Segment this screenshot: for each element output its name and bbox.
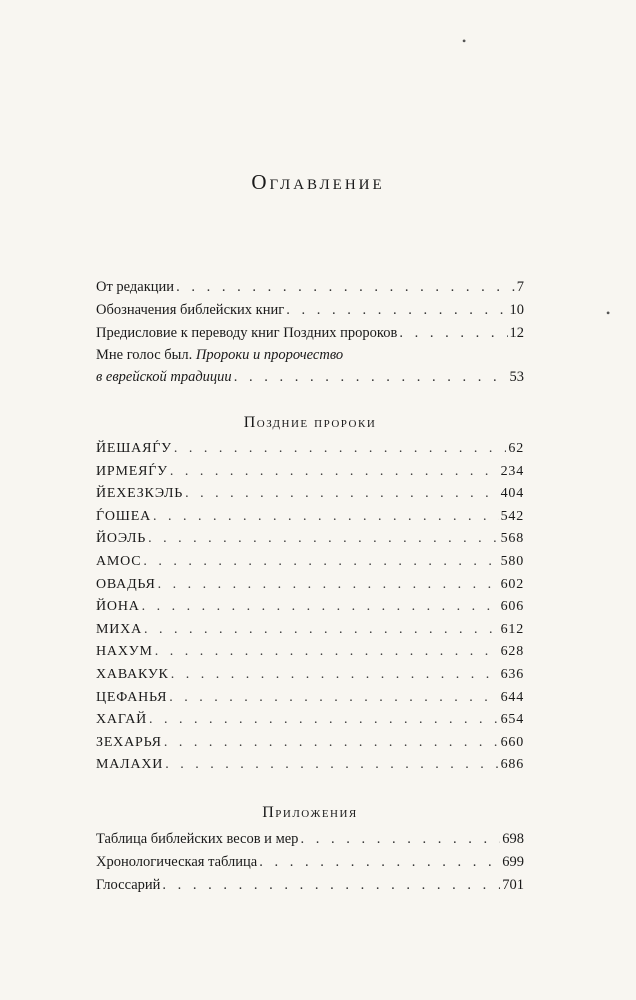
dot-leader <box>155 641 499 664</box>
dot-leader <box>149 709 499 732</box>
toc-entry-page: 12 <box>509 325 524 341</box>
toc-entry-page: 698 <box>502 831 524 847</box>
toc-entry-label: ЗЕХАРЬЯ <box>96 734 162 750</box>
toc-entry[interactable] <box>96 551 524 574</box>
toc-entry[interactable] <box>96 619 524 642</box>
toc-entry[interactable] <box>96 828 524 851</box>
toc-entry-page: 699 <box>502 854 524 870</box>
toc-entry-label: ЦЕФАНЬЯ <box>96 689 168 705</box>
dot-leader <box>142 596 499 619</box>
essay-title-line2 <box>96 366 524 389</box>
toc-entry-page: 644 <box>500 689 524 705</box>
dot-leader <box>169 687 498 710</box>
toc-entry-label: ЃОШЕА <box>96 508 151 524</box>
toc-entry-label: ЙОНА <box>96 599 140 615</box>
essay-title-line1 <box>96 345 524 366</box>
dot-leader <box>171 664 499 687</box>
essay-title-italic: Пророки и пророчество <box>195 347 344 363</box>
toc-entry-label: АМОС <box>96 553 142 569</box>
toc-entry-page: 7 <box>516 279 524 295</box>
toc-entry-label: МАЛАХИ <box>96 757 164 773</box>
prophets-list <box>96 438 524 777</box>
toc-entry-label: Хронологическая таблица <box>96 854 258 870</box>
toc-entry[interactable] <box>96 438 524 461</box>
toc-entry-label: ОВАДЬЯ <box>96 576 156 592</box>
toc-entry-page: 628 <box>500 644 524 660</box>
toc-entry-page: 404 <box>500 486 524 502</box>
toc-entry[interactable] <box>96 461 524 484</box>
toc-entry[interactable] <box>96 322 524 345</box>
page-title: Оглавление <box>251 170 385 194</box>
toc-entry-label: Таблица библейских весов и мер <box>96 831 299 847</box>
toc-entry-page: 602 <box>500 576 524 592</box>
toc-entry-page: 234 <box>500 463 524 479</box>
toc-entry-page: 568 <box>500 531 524 547</box>
toc-entry-label: От редакции <box>96 279 175 295</box>
toc-entry-page: 10 <box>509 302 524 318</box>
toc-entry[interactable] <box>96 483 524 506</box>
toc-entry[interactable] <box>96 574 524 597</box>
essay-title-plain: Мне голос был. <box>96 347 193 363</box>
toc-entry-page: 686 <box>500 757 524 773</box>
toc-entry-label: ХАВАКУК <box>96 666 169 682</box>
toc-entry[interactable] <box>96 664 524 687</box>
toc-entry-page: 636 <box>500 666 524 682</box>
dot-leader <box>170 461 499 484</box>
toc-entry[interactable] <box>96 687 524 710</box>
toc-entry[interactable] <box>96 299 524 322</box>
dot-leader <box>234 366 508 389</box>
toc-entry-label: Предисловие к переводу книг Поздних пророков <box>96 325 398 341</box>
page-speck: • <box>606 306 611 320</box>
toc-entry[interactable] <box>96 732 524 755</box>
toc-entry-page: 654 <box>500 712 524 728</box>
toc-entry-page: 53 <box>509 369 524 385</box>
appendix-list <box>96 828 524 897</box>
dot-leader <box>176 276 515 299</box>
toc-entry[interactable] <box>96 276 524 299</box>
dot-leader <box>153 506 499 529</box>
dot-leader <box>259 851 500 874</box>
dot-leader <box>158 574 499 597</box>
dot-leader <box>174 438 507 461</box>
toc-entry-page: 542 <box>500 508 524 524</box>
toc-entry-page: 612 <box>500 621 524 637</box>
toc-entry-label: ИРМЕЯЃУ <box>96 463 168 479</box>
dot-leader <box>185 483 498 506</box>
dot-leader <box>143 551 498 574</box>
toc-entry[interactable] <box>96 528 524 551</box>
page-speck: • <box>462 34 467 48</box>
toc-entry-page: 701 <box>502 877 524 893</box>
front-matter-list <box>96 276 524 389</box>
section-heading: Приложения <box>262 804 358 821</box>
toc-entry-label: ЙЕШАЯЃУ <box>96 441 172 456</box>
toc-entry-label: НАХУМ <box>96 644 153 660</box>
dot-leader <box>165 754 498 777</box>
toc-entry-label: ХАГАЙ <box>96 712 148 728</box>
toc-entry-label: ЙЕХЕЗКЭЛЬ <box>96 486 184 502</box>
dot-leader <box>162 874 500 897</box>
toc-entry[interactable] <box>96 596 524 619</box>
toc-entry-label: ЙОЭЛЬ <box>96 531 147 547</box>
toc-entry[interactable] <box>96 506 524 529</box>
toc-entry[interactable] <box>96 641 524 664</box>
prophets-section <box>96 414 524 777</box>
toc-entry-essay[interactable] <box>96 345 524 389</box>
toc-entry[interactable] <box>96 874 524 897</box>
dot-leader <box>300 828 500 851</box>
dot-leader <box>148 528 498 551</box>
toc-entry-page: 62 <box>508 441 524 456</box>
toc-entry[interactable] <box>96 851 524 874</box>
toc-entry-label: Обозначения библейских книг <box>96 302 285 318</box>
toc-entry-page: 580 <box>500 553 524 569</box>
toc-entry-label: МИХА <box>96 621 142 637</box>
toc-entry-page: 660 <box>500 734 524 750</box>
dot-leader <box>399 322 507 345</box>
toc-entry-label: Глоссарий <box>96 877 161 893</box>
section-heading: Поздние пророки <box>243 414 377 431</box>
toc-entry-page: 606 <box>500 599 524 615</box>
toc-entry[interactable] <box>96 754 524 777</box>
dot-leader <box>286 299 507 322</box>
essay-title-line2-text: в еврейской традиции <box>96 369 232 385</box>
appendix-section <box>96 804 524 897</box>
dot-leader <box>164 732 499 755</box>
toc-entry[interactable] <box>96 709 524 732</box>
dot-leader <box>144 619 499 642</box>
